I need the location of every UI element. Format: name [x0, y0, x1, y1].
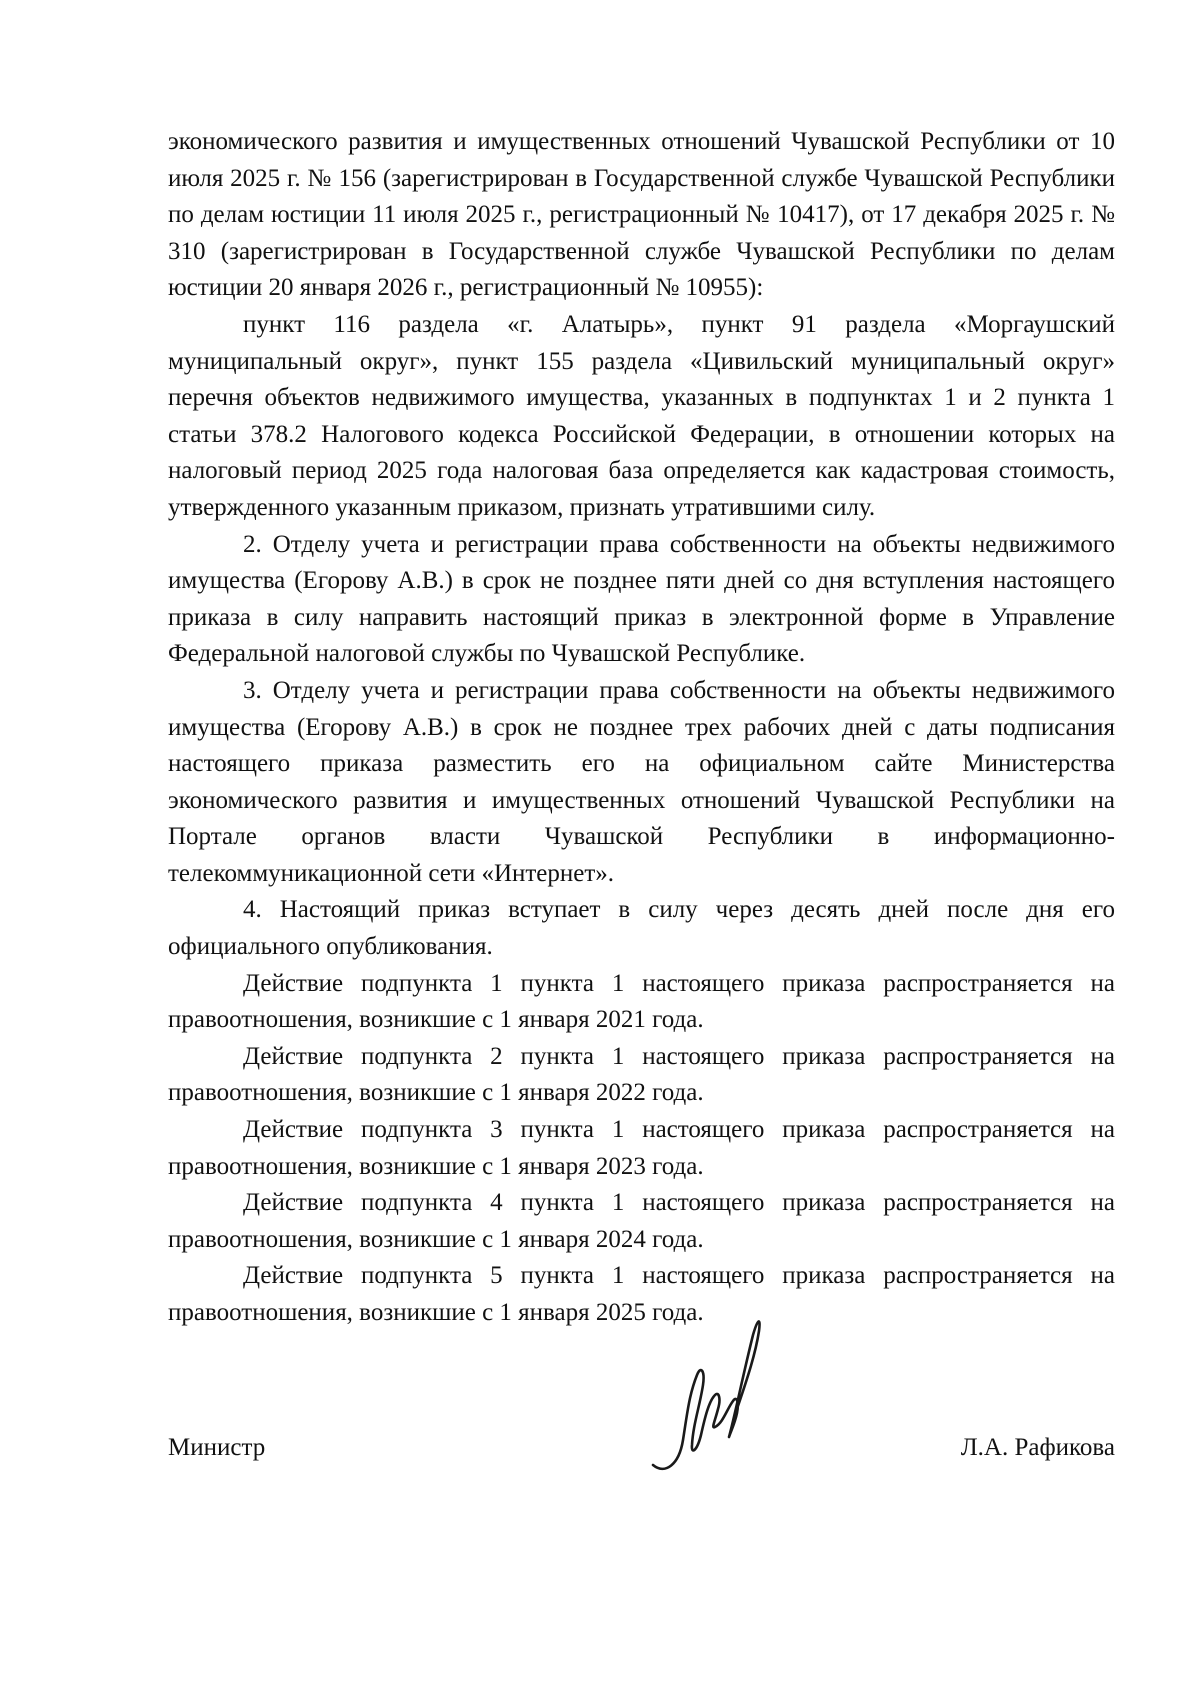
- paragraph-effect-subitem-5: Действие подпункта 5 пункта 1 настоящего приказа распространяется на правоотношения, возникшие с 1 января 2025 года.: [168, 1262, 1115, 1326]
- paragraph-effect-subitem-2: Действие подпункта 2 пункта 1 настоящего приказа распространяется на правоотношения, возникшие с 1 января 2022 года.: [168, 1042, 1115, 1107]
- paragraph-item-4: 4. Настоящий приказ вступает в силу через десять дней после дня его официального опубликования.: [168, 896, 1115, 961]
- paragraph-item-2: 2. Отделу учета и регистрации права собственности на объекты недвижимого имущества (Егорову А.В.) в срок не позднее пяти дней со дня вступления настоящего приказа в силу направить настоящий приказ в электронной форме в Управление Федеральной налоговой службы по Чувашской Республике.: [168, 530, 1115, 668]
- paragraph-effect-subitem-3: Действие подпункта 3 пункта 1 настоящего приказа распространяется на правоотношения, возникшие с 1 января 2023 года.: [168, 1116, 1115, 1180]
- signatory-title: Министр: [168, 1434, 266, 1461]
- paragraph-effect-subitem-4: Действие подпункта 4 пункта 1 настоящего приказа распространяется на правоотношения, возникшие с 1 января 2024 года.: [168, 1189, 1115, 1253]
- signature-block: [168, 1430, 1115, 1470]
- paragraph-effect-subitem-1: Действие подпункта 1 пункта 1 настоящего приказа распространяется на правоотношения, возникшие с 1 января 2021 года.: [168, 969, 1115, 1034]
- paragraph-item-3: 3. Отделу учета и регистрации права собственности на объекты недвижимого имущества (Егорову А.В.) в срок не позднее трех рабочих дней с даты подписания настоящего приказа разместить его на официальном сайте Министерства экономического развития и имущественных отношений Чувашской Республики на Портале органов власти Чувашской Республики в информационно-телекоммуникационной сети «Интернет».: [168, 676, 1115, 887]
- paragraph-repealed-items: пункт 116 раздела «г. Алатырь», пункт 91 раздела «Моргаушский муниципальный округ», пункт 155 раздела «Цивильский муниципальный округ» перечня объектов недвижимого имущества, указанных в подпунктах 1 и 2 пункта 1 статьи 378.2 Налогового кодекса Российской Федерации, в отношении которых на налоговый период 2025 года налоговая база определяется как кадастровая стоимость, утвержденного указанным приказом, признать утратившими силу.: [168, 310, 1115, 521]
- signatory-name: Л.А. Рафикова: [960, 1434, 1115, 1461]
- document-body: [168, 124, 1115, 1332]
- paragraph-continuation: экономического развития и имущественных отношений Чувашской Республики от 10 июля 2025 г. № 156 (зарегистрирован в Государственной службе Чувашской Республики по делам юстиции 11 июля 2025 г., регистрационный № 10417), от 17 декабря 2025 г. № 310 (зарегистрирован в Государственной службе Чувашской Республики по делам юстиции 20 января 2026 г., регистрационный № 10955):: [168, 128, 1115, 302]
